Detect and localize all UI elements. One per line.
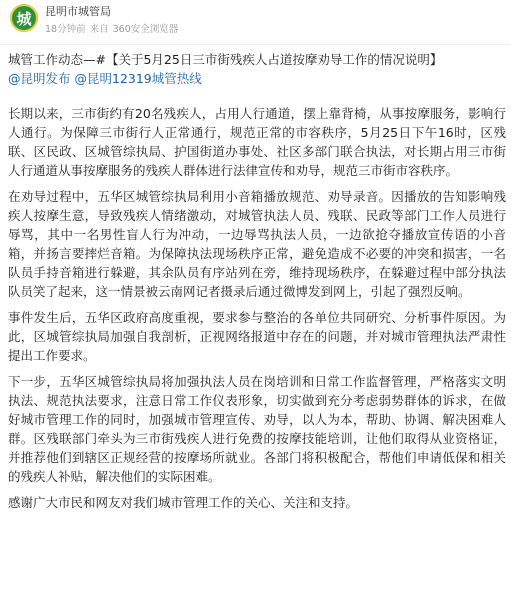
post-source[interactable]: 360安全浏览器	[112, 24, 179, 35]
post-body	[8, 104, 506, 519]
paragraph: 下一步，五华区城管综执局将加强执法人员在岗培训和日常工作监督管理，严格落实文明执法、规范执法要求，注意日常工作仪表形象，切实做到充分考虑弱势群体的诉求，在做好城市管理工作的同时，加强城市管理宣传、劝导，以人为本，帮助、协调、解决困难人群。区残联部门牵头为三市街残疾人进行免费的按摩技能培训，让他们取得从业资格证，并推荐他们到辖区正规经营的按摩场所就业。各部门将积极配合，帮他们申请低保和相关的残疾人补贴，解决他们的实际困难。	[8, 374, 506, 484]
post-time: 18分钟前	[45, 24, 86, 35]
mention-12319-hotline[interactable]: @昆明12319城管热线	[74, 71, 202, 86]
paragraph: 在劝导过程中，五华区城管综执局利用小音箱播放规范、劝导录音。因播放的告知影响残疾人按摩生意，导致残疾人情绪激动，对城管执法人员、残联、民政等部门工作人员进行辱骂，其中一名男性盲人行为冲动，一边辱骂执法人员，一边欲抢夺播放宣传语的小音箱，并扬言要摔烂音箱。为保障执法现场秩序正常，避免造成不必要的冲突和损害，一名队员手持音箱进行躲避，其余队员有序站列在旁，维持现场秩序，在躲避过程中部分执法队员笑了起来，这一情景被云南网记者摄录后通过微博发到网上，引起了强烈反响。	[8, 189, 506, 299]
paragraph: 感谢广大市民和网友对我们城市管理工作的关心、关注和支持。	[8, 495, 359, 510]
avatar-glyph: 城	[16, 9, 32, 28]
paragraph: 长期以来，三市街约有20名残疾人，占用人行通道，摆上靠背椅，从事按摩服务，影响行人通行。为保障三市街行人正常通行，规范正常的市容秩序，5月25日下午16时，区残联、区民政、区城管综执局、护国街道办事处、社区多部门联合执法，对长期占用三市街人行通道从事按摩服务的残疾人群体进行法律宣传和劝导，规范三市街市容秩序。	[8, 106, 506, 178]
author-name[interactable]: 昆明市城管局	[45, 5, 111, 18]
paragraph: 事件发生后，五华区政府高度重视，要求参与整治的各单位共同研究、分析事件原因。为此，区城管综执局加强自我剖析，正视网络报道中存在的问题，并对城市管理执法严肃性提出工作要求。	[8, 310, 506, 363]
divider	[0, 44, 511, 45]
mention-kunming-release[interactable]: @昆明发布	[8, 71, 71, 86]
headline-text: 城管工作动态—#【关于5月25日三市街残疾人占道按摩劝导工作的情况说明】	[8, 52, 443, 67]
source-prefix: 来自	[89, 24, 109, 35]
post-headline	[8, 50, 506, 88]
avatar[interactable]	[10, 4, 38, 32]
post-header	[0, 0, 511, 40]
post-meta	[45, 21, 182, 35]
